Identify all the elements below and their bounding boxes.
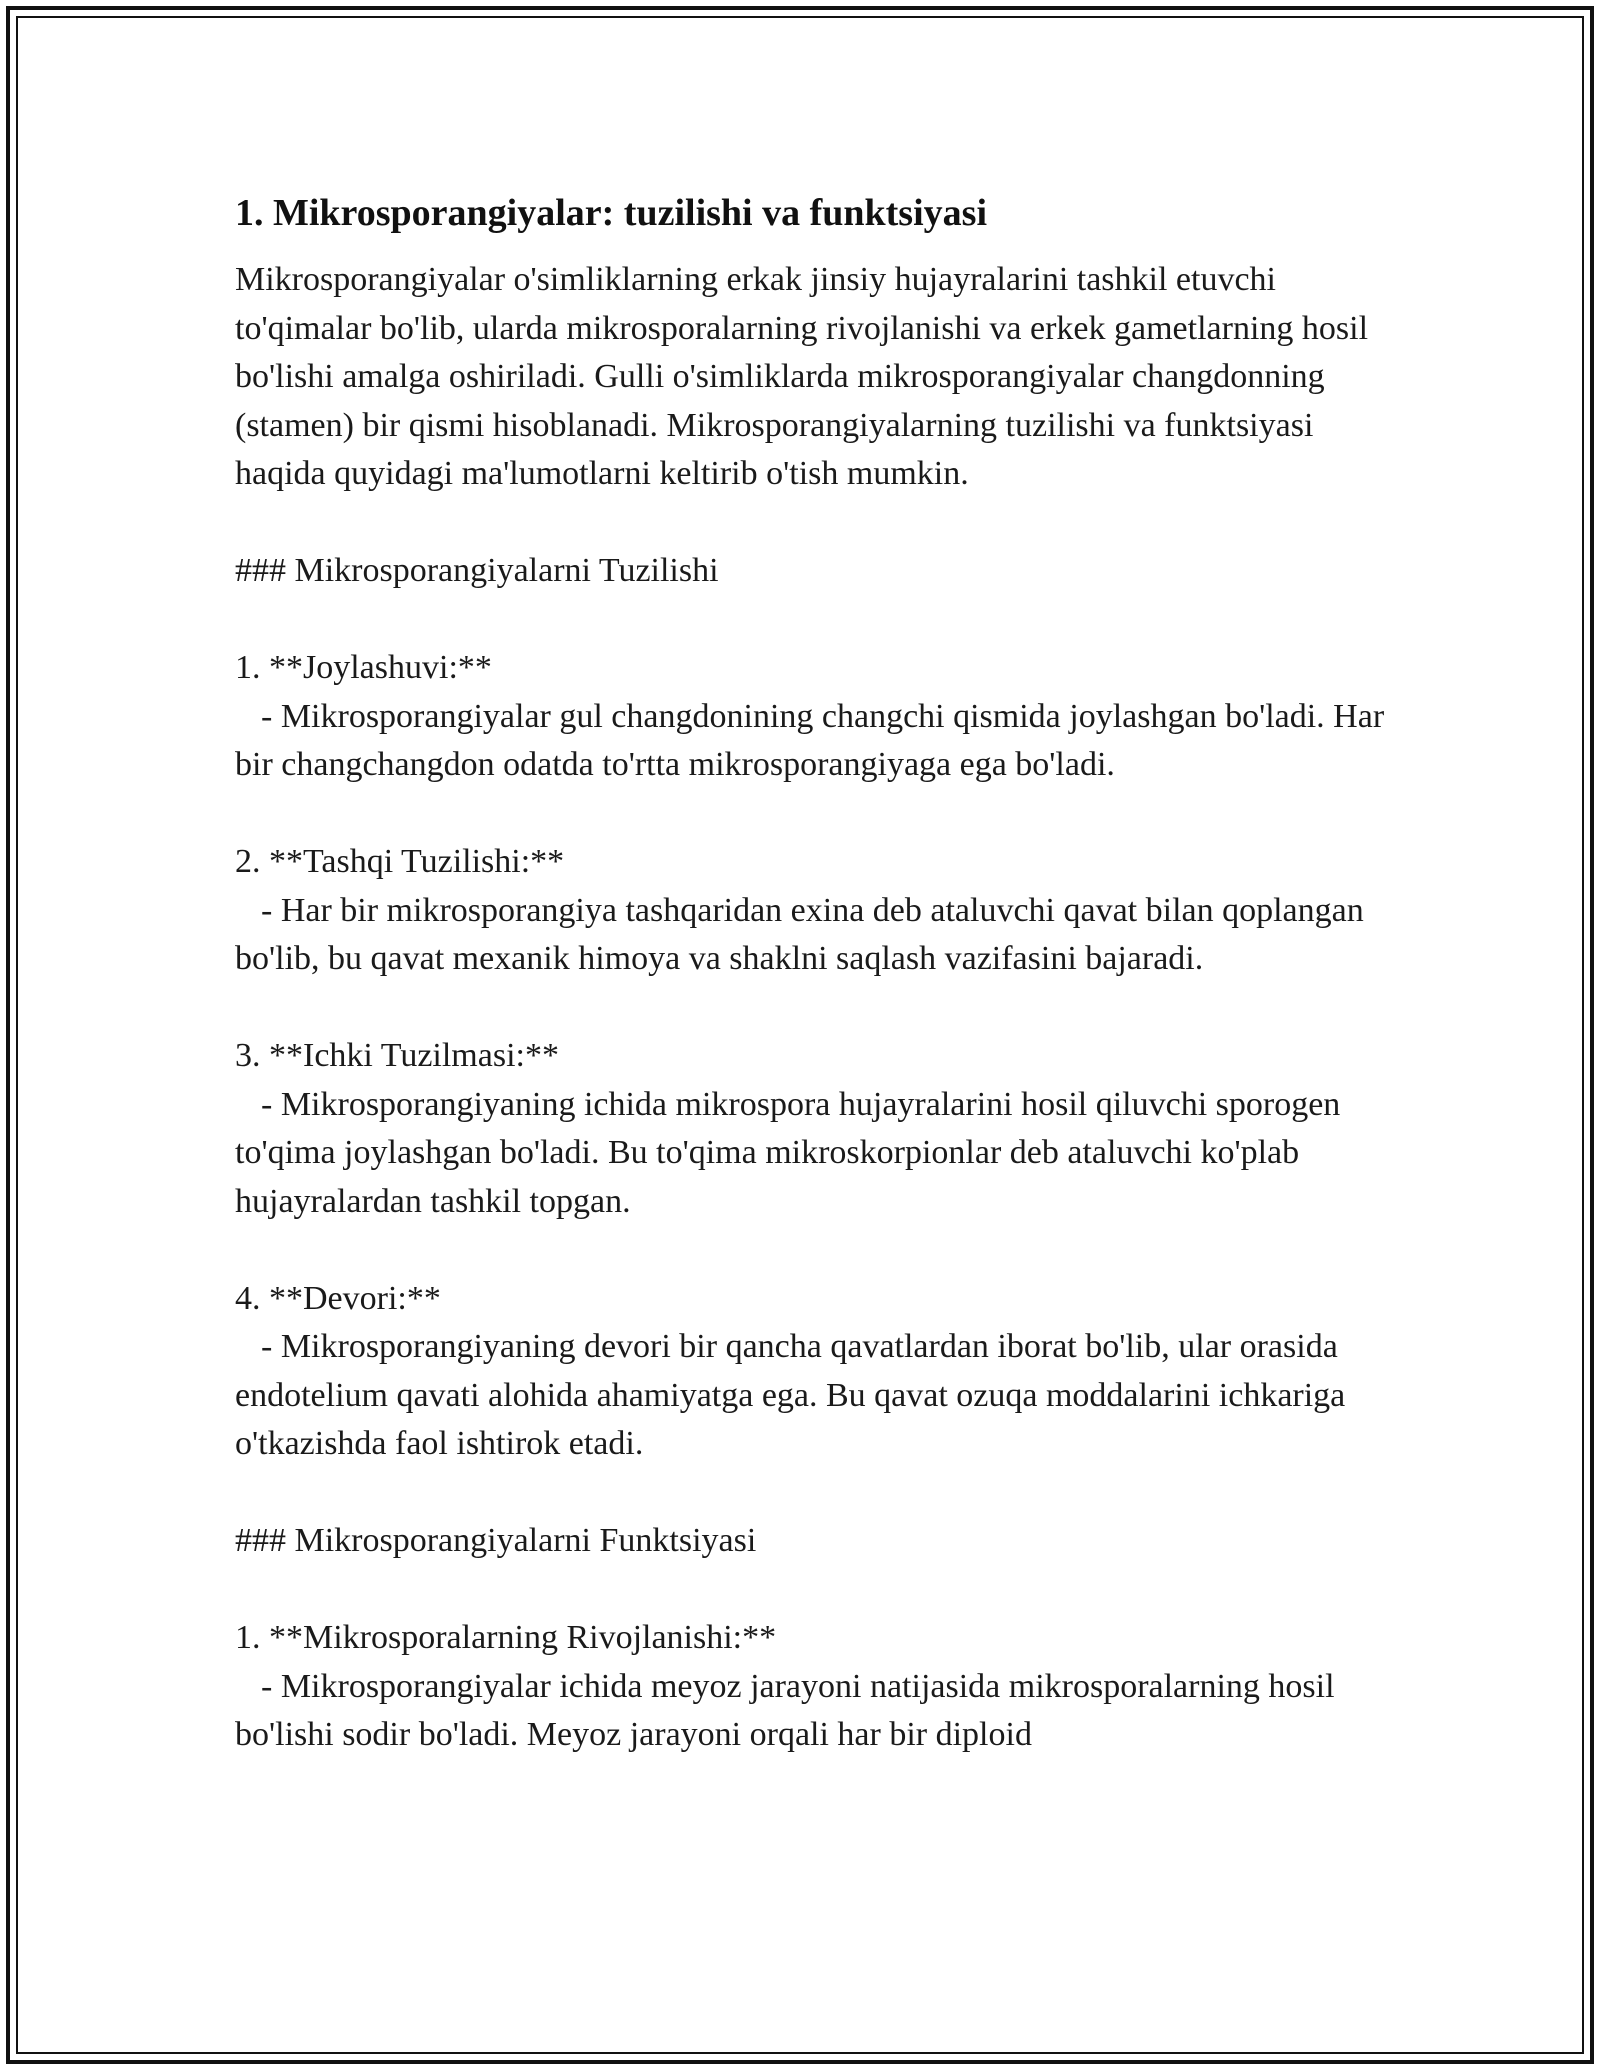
intro-paragraph: Mikrosporangiyalar o'simliklarning erkak jinsiy hujayralarini tashkil etuvchi to'qimalar bo'lib, ularda mikrosporalarning rivojlanishi va erkek gametlarning hosil bo'lishi amalga oshiriladi. Gulli o'simliklarda mikrosporangiyalar changdonning (stamen) bir qismi hisoblanadi. Mikrosporangiyalarning tuzilishi va funktsiyasi haqida quyidagi ma'lumotlarni keltirib o'tish mumkin. (235, 261, 1369, 492)
function-item-text: - Mikrosporangiyalar ichida meyoz jarayoni natijasida mikrosporalarning hosil bo'lishi sodir bo'ladi. Meyoz jarayoni orqali har bir diploid (235, 1667, 1335, 1753)
structure-item-text: - Mikrosporangiyaning ichida mikrospora hujayralarini hosil qiluvchi sporogen to'qima joylashgan bo'ladi. Bu to'qima mikroskorpionlar deb ataluvchi ko'plab hujayralardan tashkil topgan. (235, 1085, 1341, 1220)
spacer (235, 499, 1395, 548)
structure-item-label: 4. **Devori:** (235, 1279, 441, 1317)
spacer (235, 1469, 1395, 1518)
structure-item-label: 2. **Tashqi Tuzilishi:** (235, 843, 565, 880)
section-heading-function: ### Mikrosporangiyalarni Funktsiyasi (235, 1522, 757, 1559)
document-body (235, 186, 1395, 1760)
section-heading-structure: ### Mikrosporangiyalarni Tuzilishi (235, 552, 719, 589)
spacer (235, 790, 1395, 839)
structure-item-text: - Mikrosporangiyaning devori bir qancha qavatlardan iborat bo'lib, ular orasida endotelium qavati alohida ahamiyatga ega. Bu qavat ozuqa moddalarini ichkariga o'tkazishda faol ishtirok etadi. (235, 1328, 1346, 1462)
spacer (235, 1226, 1395, 1275)
document-title: 1. Mikrosporangiyalar: tuzilishi va funktsiyasi (235, 192, 988, 234)
function-item-label: 1. **Mikrosporalarning Rivojlanishi:** (235, 1619, 777, 1656)
structure-item-label: 1. **Joylashuvi:** (235, 649, 492, 686)
structure-item-text: - Mikrosporangiyalar gul changdonining changchi qismida joylashgan bo'ladi. Har bir changchangdon odatda to'rtta mikrosporangiyaga ega bo'ladi. (235, 697, 1385, 783)
spacer (235, 1566, 1395, 1615)
spacer (235, 984, 1395, 1033)
structure-item-text: - Har bir mikrosporangiya tashqaridan exina deb ataluvchi qavat bilan qoplangan bo'lib, bu qavat mexanik himoya va shaklni saqlash vazifasini bajaradi. (235, 891, 1364, 977)
spacer (235, 596, 1395, 645)
structure-item-label: 3. **Ichki Tuzilmasi:** (235, 1037, 559, 1074)
